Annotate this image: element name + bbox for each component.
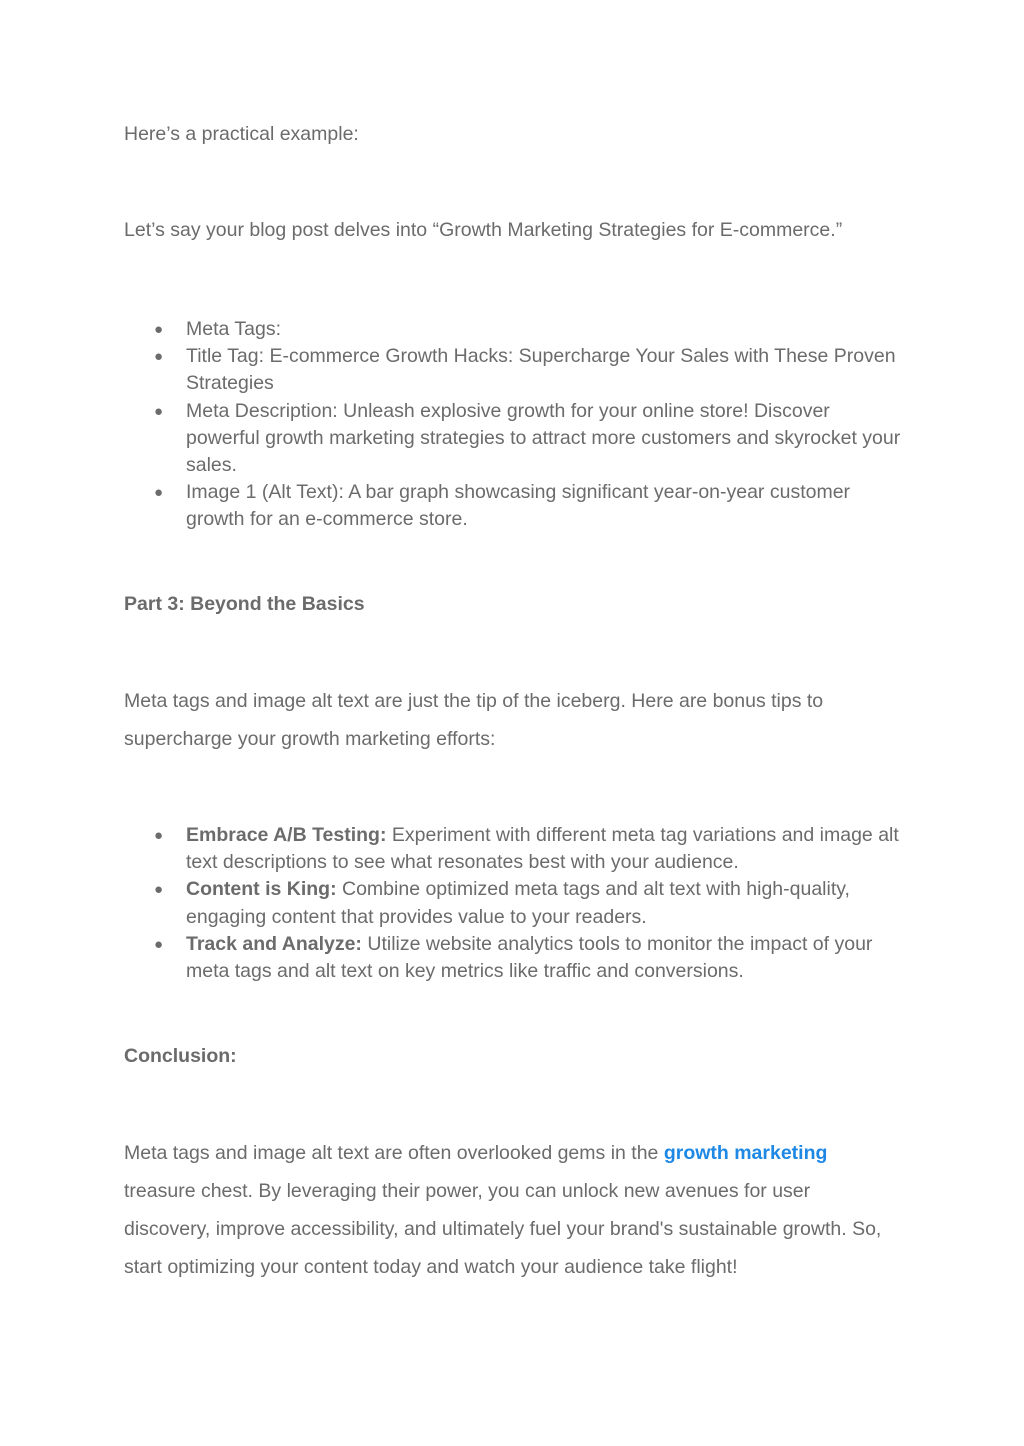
conclusion-text-before: Meta tags and image alt text are often overlooked gems in the: [124, 1142, 664, 1164]
list-item: [124, 822, 904, 876]
tips-list: [124, 822, 904, 985]
tip-lead: Content is King:: [186, 878, 337, 901]
tip-text: Experiment with different meta tag variations and image alt text descriptions to see what resonates best with your audience.: [186, 824, 899, 874]
growth-marketing-link[interactable]: growth marketing: [663, 1142, 828, 1164]
bullet-icon: ●: [154, 484, 164, 502]
part3-heading: Part 3: Beyond the Basics: [124, 593, 365, 615]
bullet-icon: ●: [154, 827, 164, 844]
bullet-icon: ●: [154, 402, 164, 420]
list-item: [124, 398, 904, 480]
conclusion-text: [124, 1134, 899, 1286]
bullet-icon: ●: [154, 881, 164, 899]
list-item: [124, 316, 904, 343]
scenario-text: Let’s say your blog post delves into “Growth Marketing Strategies for E-commerce.”: [124, 219, 843, 241]
tip-text: Utilize website analytics tools to monitor the impact of your meta tags and alt text on key metrics like traffic and conversions.: [186, 932, 873, 983]
list-item-text: Meta Description: Unleash explosive growth for your online store! Discover powerful growth marketing strategies to attract more customers and skyrocket your sales.: [186, 399, 901, 477]
example-list: [124, 316, 904, 534]
bullet-icon: ●: [154, 935, 164, 953]
list-item-text: Image 1 (Alt Text): A bar graph showcasing significant year-on-year customer growth for an e-commerce store.: [186, 481, 851, 531]
tip-lead: Embrace A/B Testing:: [186, 824, 387, 846]
list-item-text: Title Tag: E-commerce Growth Hacks: Supercharge Your Sales with These Proven Strategies: [186, 345, 896, 395]
tip-text: Combine optimized meta tags and alt text with high-quality, engaging content that provides value to your readers.: [186, 878, 850, 928]
example-label: Here’s a practical example:: [124, 123, 359, 145]
conclusion-text-after: treasure chest. By leveraging their power, you can unlock new avenues for user discovery, improve accessibility, and ultimately fuel your brand's sustainable growth. So, start optimizing your content today and watch your audience take flight!: [124, 1180, 882, 1278]
part3-intro: Meta tags and image alt text are just the tip of the iceberg. Here are bonus tips to supercharge your growth marketing efforts:: [124, 690, 824, 750]
list-item: [124, 931, 904, 985]
conclusion-heading: Conclusion:: [124, 1045, 237, 1067]
tip-lead: Track and Analyze:: [186, 932, 362, 955]
bullet-icon: ●: [154, 348, 164, 366]
list-item: [124, 343, 904, 397]
list-item: [124, 479, 904, 533]
list-item-text: Meta Tags:: [186, 318, 282, 340]
bullet-icon: ●: [154, 321, 164, 338]
list-item: [124, 876, 904, 930]
